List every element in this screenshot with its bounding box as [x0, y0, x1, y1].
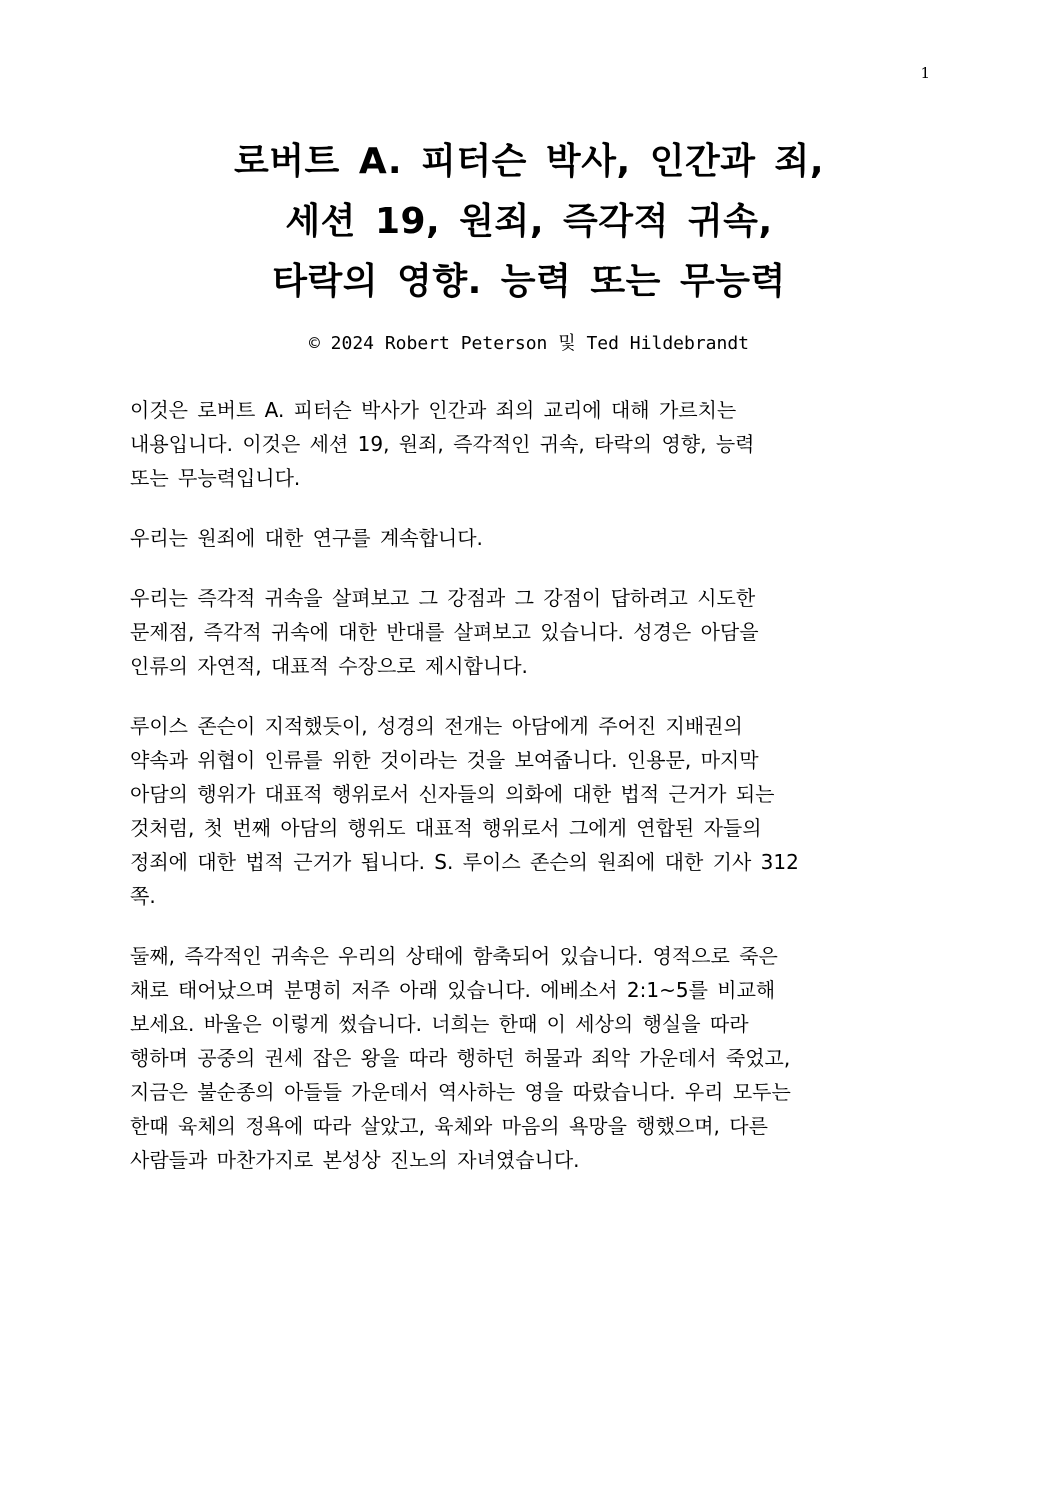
paragraph-intro — [130, 393, 930, 495]
text-line: 아담의 행위가 대표적 행위로서 신자들의 의화에 대한 법적 근거가 되는 — [130, 782, 775, 806]
paragraph-johnson-quote — [130, 709, 930, 913]
paragraph-immediate-imputation — [130, 581, 930, 683]
title-line: 타락의 영향. 능력 또는 무능력 — [272, 261, 786, 302]
text-line: 지금은 불순종의 아들들 가운데서 역사하는 영을 따랐습니다. 우리 모두는 — [130, 1080, 791, 1104]
text-line: 사람들과 마찬가지로 본성상 진노의 자녀였습니다. — [130, 1148, 580, 1172]
paragraph-continue — [130, 521, 930, 555]
text-line: 정죄에 대한 법적 근거가 됩니다. S. 루이스 존슨의 원죄에 대한 기사 312 — [130, 850, 799, 874]
paragraph-second-point — [130, 939, 930, 1177]
text-line: 한때 육체의 정욕에 따라 살았고, 육체와 마음의 욕망을 행했으며, 다른 — [130, 1114, 768, 1138]
text-line: 또는 무능력입니다. — [130, 466, 301, 490]
text-line: 내용입니다. 이것은 세션 19, 원죄, 즉각적인 귀속, 타락의 영향, 능력 — [130, 432, 755, 456]
title-line: 세션 19, 원죄, 즉각적 귀속, — [285, 201, 773, 242]
title-line: 로버트 A. 피터슨 박사, 인간과 죄, — [233, 141, 825, 182]
text-line: 루이스 존슨이 지적했듯이, 성경의 전개는 아담에게 주어진 지배권의 — [130, 714, 743, 738]
text-line: 행하며 공중의 권세 잡은 왕을 따라 행하던 허물과 죄악 가운데서 죽었고, — [130, 1046, 791, 1070]
page-number: 1 — [920, 64, 930, 82]
text-line: 둘째, 즉각적인 귀속은 우리의 상태에 함축되어 있습니다. 영적으로 죽은 — [130, 944, 778, 968]
text-line: 채로 태어났으며 분명히 저주 아래 있습니다. 에베소서 2:1~5를 비교해 — [130, 978, 776, 1002]
text-line: 인류의 자연적, 대표적 수장으로 제시합니다. — [130, 654, 528, 678]
copyright-notice: © 2024 Robert Peterson 및 Ted Hildebrandt — [308, 333, 750, 354]
document-title — [0, 132, 1058, 312]
text-line: 문제점, 즉각적 귀속에 대한 반대를 살펴보고 있습니다. 성경은 아담을 — [130, 620, 759, 644]
text-line: 우리는 원죄에 대한 연구를 계속합니다. — [130, 526, 483, 550]
text-line: 보세요. 바울은 이렇게 썼습니다. 너희는 한때 이 세상의 행실을 따라 — [130, 1012, 749, 1036]
document-body — [130, 393, 930, 1203]
text-line: 이것은 로버트 A. 피터슨 박사가 인간과 죄의 교리에 대해 가르치는 — [130, 398, 737, 422]
text-line: 약속과 위협이 인류를 위한 것이라는 것을 보여줍니다. 인용문, 마지막 — [130, 748, 759, 772]
text-line: 쪽. — [130, 884, 156, 908]
text-line: 것처럼, 첫 번째 아담의 행위도 대표적 행위로서 그에게 연합된 자들의 — [130, 816, 762, 840]
text-line: 우리는 즉각적 귀속을 살펴보고 그 강점과 그 강점이 답하려고 시도한 — [130, 586, 756, 610]
